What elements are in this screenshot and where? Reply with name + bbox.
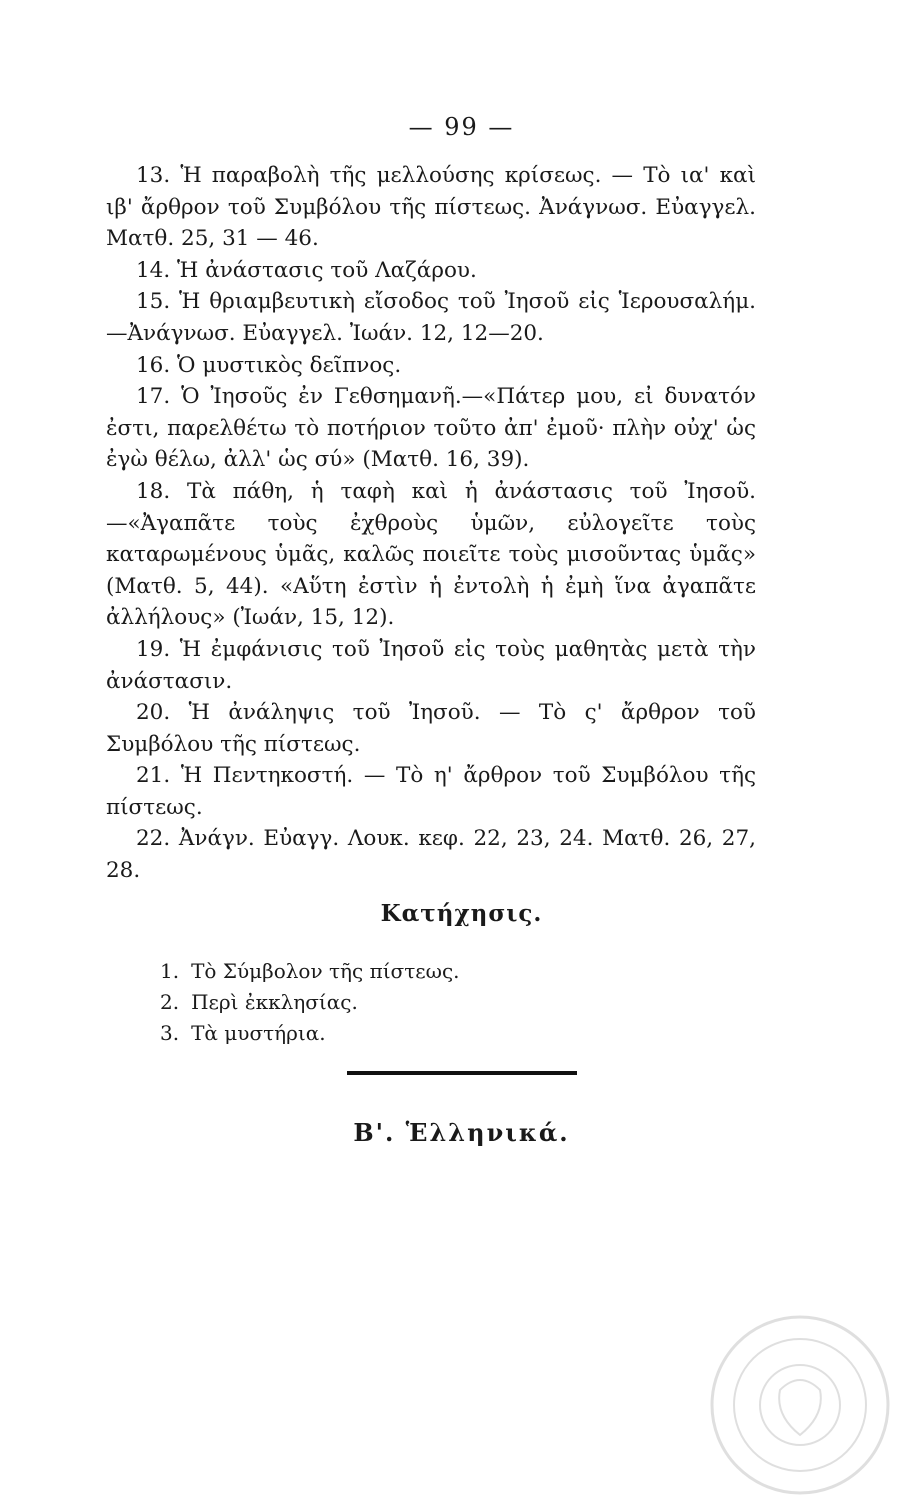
entry-20: 20. Ἡ ἀνάληψις τοῦ Ἰησοῦ. — Τὸ ς' ἄρθρον τοῦ Συμβόλου τῆς πίστεως.	[106, 700, 756, 757]
entry-22: 22. Ἀνάγν. Εὐαγγ. Λουκ. κεφ. 22, 23, 24. Ματθ. 26, 27, 28.	[106, 826, 756, 884]
page-number: — 99 —	[408, 113, 515, 141]
catechesis-item-number: 2.	[160, 990, 180, 1014]
catechesis-item-text: Περὶ ἐκκλησίας.	[191, 990, 358, 1014]
library-stamp-icon	[705, 1310, 895, 1500]
section-divider	[347, 1071, 577, 1075]
entry-15: 15. Ἡ θριαμβευτικὴ εἴσοδος τοῦ Ἰησοῦ εἰς Ἱερουσαλήμ.—Ἀνάγνωσ. Εὐαγγελ. Ἰωάν. 12, 12—20.	[106, 289, 756, 346]
entry-16: 16. Ὁ μυστικὸς δεῖπνος.	[136, 352, 402, 378]
entry-17: 17. Ὁ Ἰησοῦς ἐν Γεθσημανῆ.—«Πάτερ μου, εἰ δυνατόν ἐστι, παρελθέτω τὸ ποτήριον τοῦτο ἀπ' ἐμοῦ· πλὴν οὐχ' ὡς ἐγὼ θέλω, ἀλλ' ὡς σύ» (Ματθ. 16, 39).	[106, 384, 756, 473]
entry-13: 13. Ἡ παραβολὴ τῆς μελλούσης κρίσεως. — Τὸ ια' καὶ ιβ' ἄρθρον τοῦ Συμβόλου τῆς πίστεως. Ἀνάγνωσ. Εὐαγγελ. Ματθ. 25, 31 — 46.	[106, 163, 756, 252]
entry-21: 21. Ἡ Πεντηκοστή. — Τὸ η' ἄρθρον τοῦ Συμβόλου τῆς πίστεως.	[106, 763, 756, 820]
catechesis-item	[160, 1018, 560, 1049]
catechesis-item-number: 1.	[160, 959, 180, 983]
catechesis-item	[160, 987, 560, 1018]
catechesis-item-text: Τὸ Σύμβολον τῆς πίστεως.	[191, 959, 460, 983]
catechesis-item	[160, 956, 560, 987]
entry-14: 14. Ἡ ἀνάστασις τοῦ Λαζάρου.	[136, 257, 477, 283]
catechesis-list	[160, 956, 560, 1049]
entry-19: 19. Ἡ ἐμφάνισις τοῦ Ἰησοῦ εἰς τοὺς μαθητὰς μετὰ τὴν ἀνάστασιν.	[106, 636, 756, 694]
catechesis-item-number: 3.	[160, 1021, 180, 1045]
catechesis-title: Κατήχησις.	[380, 900, 543, 927]
entry-18: 18. Τὰ πάθη, ἡ ταφὴ καὶ ἡ ἀνάστασις τοῦ Ἰησοῦ. —«Ἀγαπᾶτε τοὺς ἐχθροὺς ὑμῶν, εὐλογεῖτε τοὺς καταρωμένους ὑμᾶς, καλῶς ποιεῖτε τοὺς μισοῦντας ὑμᾶς» (Ματθ. 5, 44). «Αὕτη ἐστὶν ἡ ἐντολὴ ἡ ἐμὴ ἵνα ἀγαπᾶτε ἀλλήλους» (Ἰωάν, 15, 12).	[106, 478, 756, 631]
lesson-list	[106, 160, 756, 887]
catechesis-item-text: Τὰ μυστήρια.	[191, 1021, 326, 1045]
section-heading: Β'. Ἑλληνικά.	[353, 1118, 570, 1147]
